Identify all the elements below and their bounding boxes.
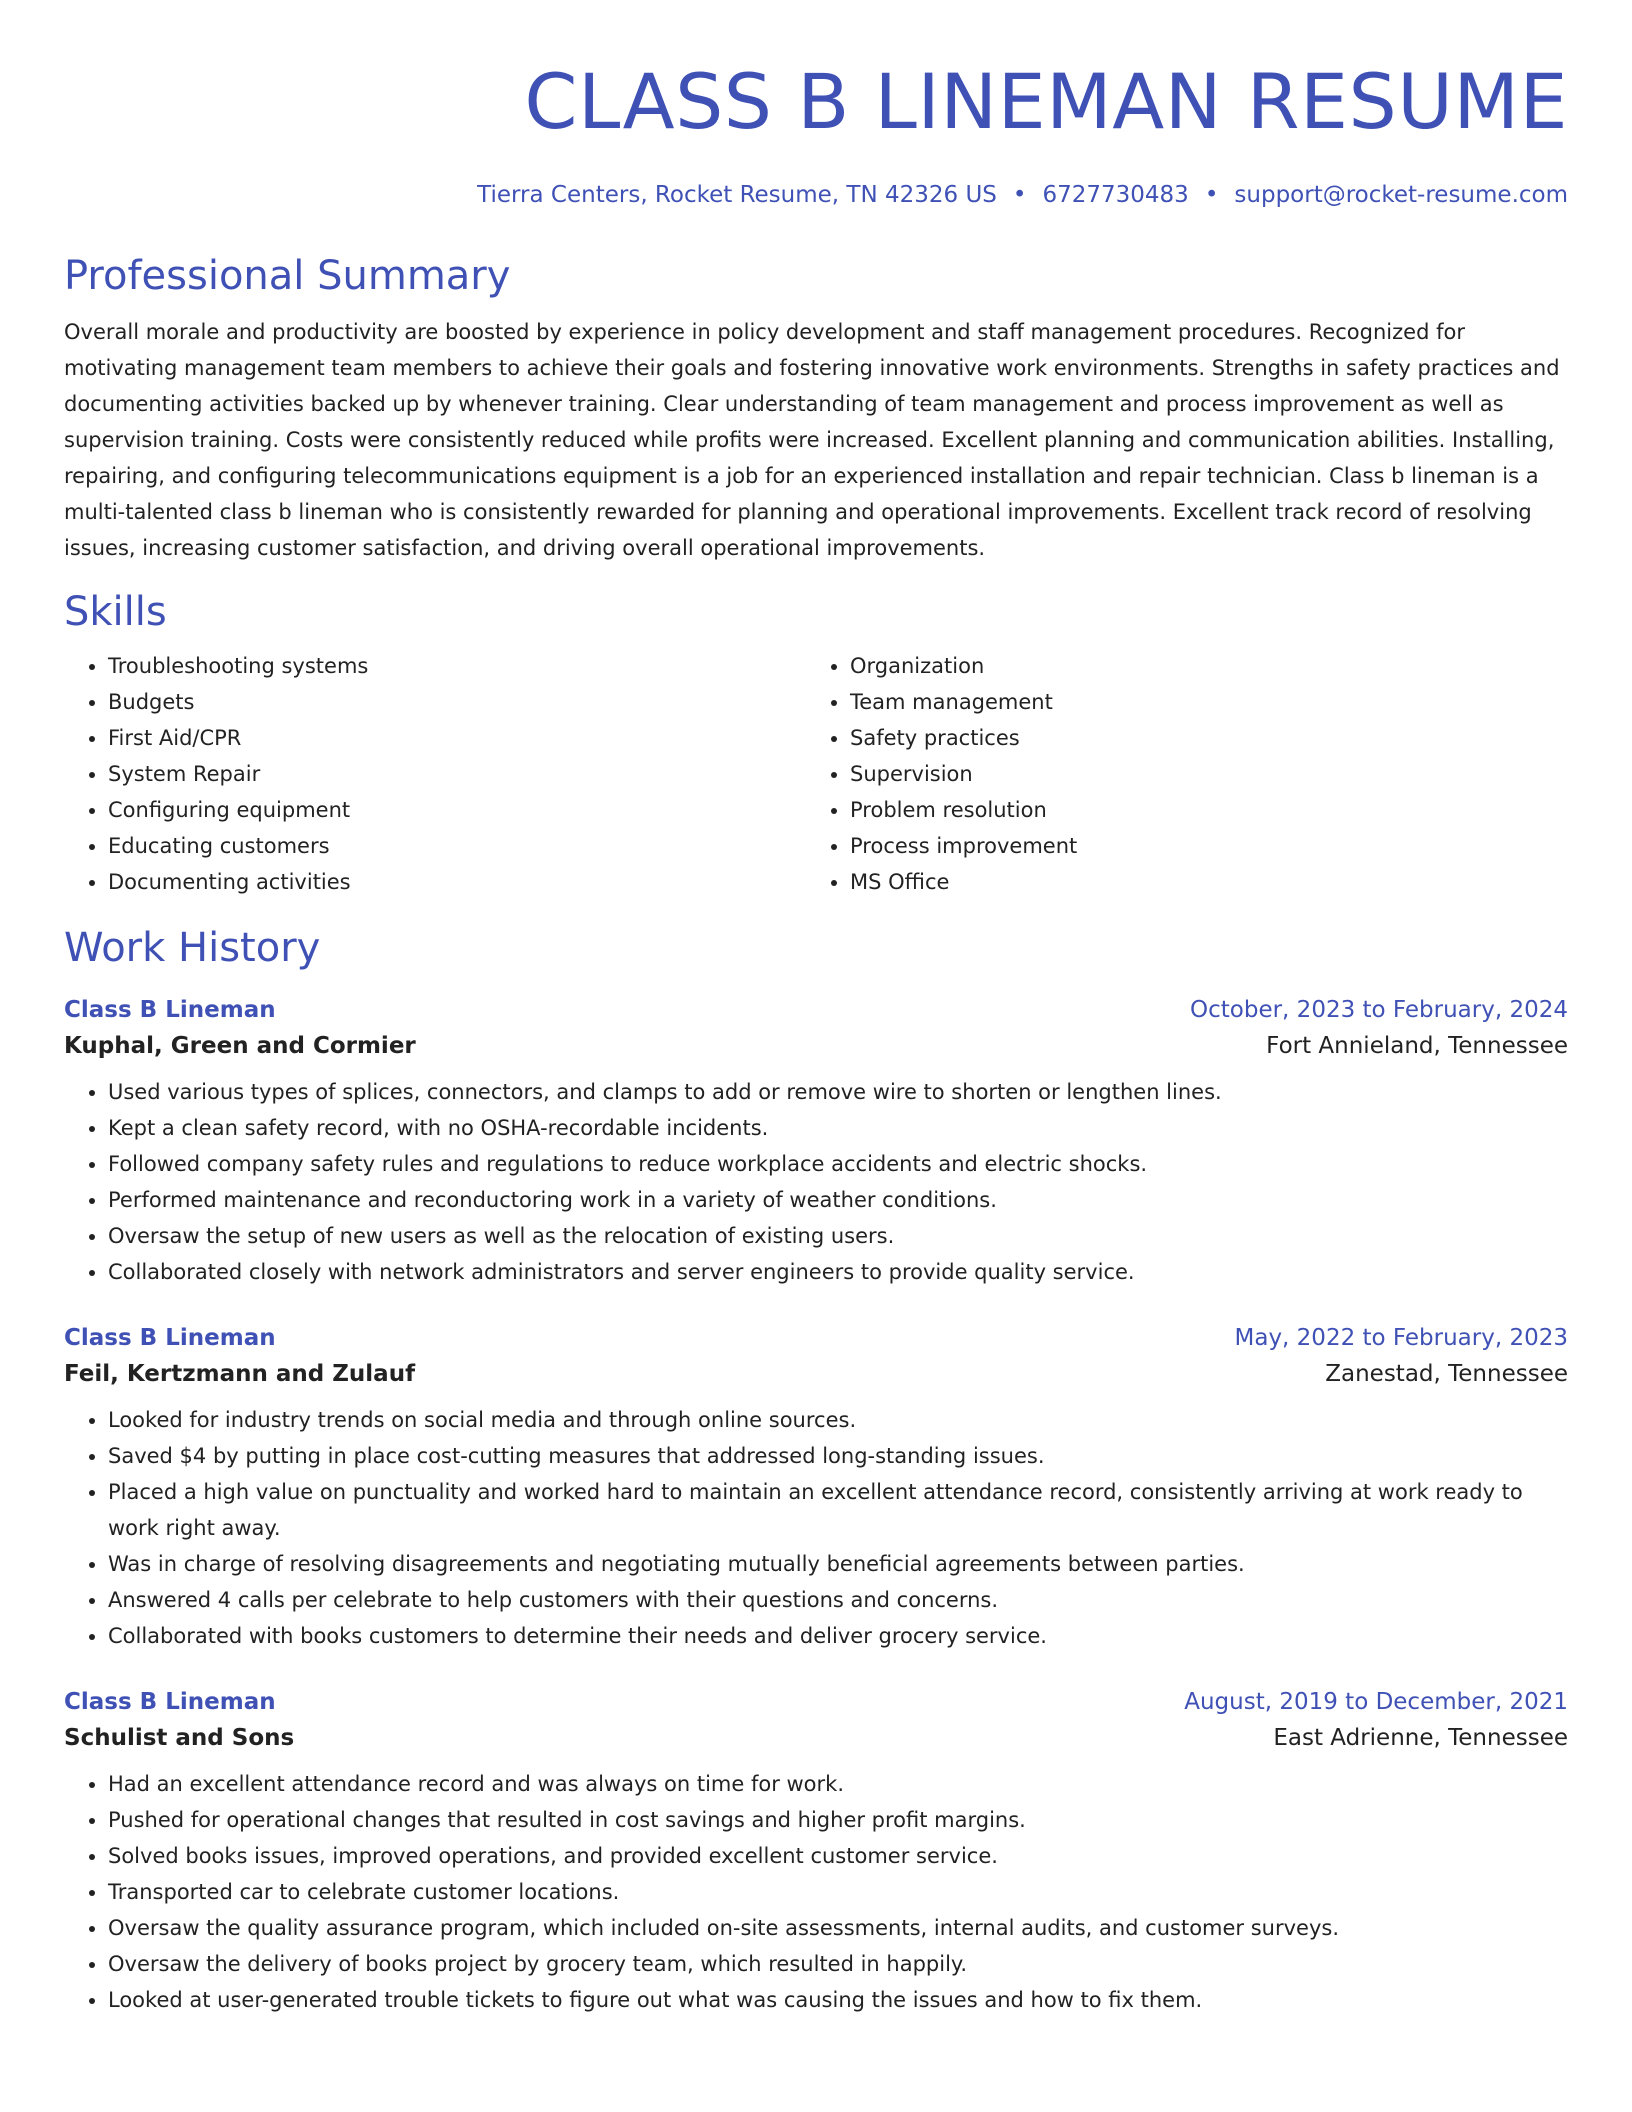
job-dates: May, 2022 to February, 2023 <box>1234 1325 1568 1351</box>
job-bullet: • Pushed for operational changes that resulted in cost savings and higher profit margins. <box>108 1802 1568 1838</box>
resume-page <box>64 0 1568 2018</box>
skill-item: • Budgets <box>108 684 806 720</box>
skill-item: • Problem resolution <box>850 792 1548 828</box>
skill-item: • Documenting activities <box>108 864 806 900</box>
job-bullet: • Answered 4 calls per celebrate to help customers with their questions and concerns. <box>108 1582 1568 1618</box>
skill-item: • First Aid/CPR <box>108 720 806 756</box>
job-location: Fort Annieland, Tennessee <box>1266 1033 1568 1059</box>
skill-item: • Configuring equipment <box>108 792 806 828</box>
work-history-heading: Work History <box>64 925 321 971</box>
job-bullet: • Performed maintenance and reconductoring work in a variety of weather conditions. <box>108 1182 1568 1218</box>
contact-separator: • <box>1204 182 1219 208</box>
job-bullets <box>64 1402 1568 1654</box>
job-location: East Adrienne, Tennessee <box>1273 1725 1568 1751</box>
job-location: Zanestad, Tennessee <box>1325 1361 1568 1387</box>
job-bullet: • Transported car to celebrate customer locations. <box>108 1874 1568 1910</box>
job-bullet: • Collaborated with books customers to determine their needs and deliver grocery service. <box>108 1618 1568 1654</box>
job-bullet: • Collaborated closely with network administrators and server engineers to provide quality service. <box>108 1254 1568 1290</box>
job-bullet: • Solved books issues, improved operations, and provided excellent customer service. <box>108 1838 1568 1874</box>
skill-item: • Organization <box>850 648 1548 684</box>
job-company: Kuphal, Green and Cormier <box>64 1033 416 1059</box>
resume-title: CLASS B LINEMAN RESUME <box>524 57 1568 146</box>
job-bullet: • Used various types of splices, connectors, and clamps to add or remove wire to shorten or lengthen lines. <box>108 1074 1568 1110</box>
job-entry <box>64 1684 1568 2018</box>
job-header-row <box>64 1684 1568 1720</box>
contact-email: support@rocket-resume.com <box>1234 182 1568 208</box>
contact-address: Tierra Centers, Rocket Resume, TN 42326 US <box>477 182 997 208</box>
job-bullet: • Kept a clean safety record, with no OSHA-recordable incidents. <box>108 1110 1568 1146</box>
job-company-row <box>64 1028 1568 1064</box>
job-bullets <box>64 1074 1568 1290</box>
contact-phone: 6727730483 <box>1042 182 1189 208</box>
job-bullet: • Had an excellent attendance record and was always on time for work. <box>108 1766 1568 1802</box>
skill-item: • Troubleshooting systems <box>108 648 806 684</box>
job-entry <box>64 1320 1568 1654</box>
job-bullet: • Saved $4 by putting in place cost-cutting measures that addressed long-standing issues. <box>108 1438 1568 1474</box>
job-bullet: • Looked for industry trends on social media and through online sources. <box>108 1402 1568 1438</box>
job-company-row <box>64 1720 1568 1756</box>
job-bullet: • Followed company safety rules and regulations to reduce workplace accidents and electric shocks. <box>108 1146 1568 1182</box>
job-bullet: • Placed a high value on punctuality and worked hard to maintain an excellent attendance record, consistently arriving at work ready to work right away. <box>108 1474 1568 1546</box>
skill-item: • Team management <box>850 684 1548 720</box>
job-bullet: • Looked at user-generated trouble tickets to figure out what was causing the issues and how to fix them. <box>108 1982 1568 2018</box>
job-bullet: • Oversaw the delivery of books project by grocery team, which resulted in happily. <box>108 1946 1568 1982</box>
skill-item: • MS Office <box>850 864 1548 900</box>
job-header-row <box>64 992 1568 1028</box>
skills-heading: Skills <box>64 589 167 635</box>
job-bullet: • Was in charge of resolving disagreements and negotiating mutually beneficial agreements between parties. <box>108 1546 1568 1582</box>
job-company: Feil, Kertzmann and Zulauf <box>64 1361 416 1387</box>
skill-item: • System Repair <box>108 756 806 792</box>
summary-heading: Professional Summary <box>64 253 511 299</box>
skill-item: • Educating customers <box>108 828 806 864</box>
contact-line <box>64 180 1568 210</box>
job-bullet: • Oversaw the quality assurance program, which included on-site assessments, internal audits, and customer surveys. <box>108 1910 1568 1946</box>
job-bullets <box>64 1766 1568 2018</box>
job-dates: October, 2023 to February, 2024 <box>1190 997 1568 1023</box>
job-bullet: • Oversaw the setup of new users as well as the relocation of existing users. <box>108 1218 1568 1254</box>
contact-separator: • <box>1012 182 1027 208</box>
job-title: Class B Lineman <box>64 1325 276 1351</box>
skill-item: • Safety practices <box>850 720 1548 756</box>
job-header-row <box>64 1320 1568 1356</box>
skill-item: • Supervision <box>850 756 1548 792</box>
summary-text: Overall morale and productivity are boosted by experience in policy development and staff management procedures. Recognized for motivating management team members to achieve their goals and fostering innovative work environments. Strengths in safety practices and documenting activities backed up by whenever training. Clear understanding of team management and process improvement as well as supervision training. Costs were consistently reduced while profits were increased. Excellent planning and communication abilities. Installing, repairing, and configuring telecommunications equipment is a job for an experienced installation and repair technician. Class b lineman is a multi-talented class b lineman who is consistently rewarded for planning and operational improvements. Excellent track record of resolving issues, increasing customer satisfaction, and driving overall operational improvements. <box>64 320 1560 560</box>
job-company: Schulist and Sons <box>64 1725 295 1751</box>
job-title: Class B Lineman <box>64 997 276 1023</box>
job-entry <box>64 992 1568 1290</box>
job-dates: August, 2019 to December, 2021 <box>1184 1689 1568 1715</box>
job-title: Class B Lineman <box>64 1689 276 1715</box>
skills-column-right <box>806 648 1548 900</box>
skills-list <box>64 648 1568 900</box>
skills-column-left <box>64 648 806 900</box>
skill-item: • Process improvement <box>850 828 1548 864</box>
job-company-row <box>64 1356 1568 1392</box>
